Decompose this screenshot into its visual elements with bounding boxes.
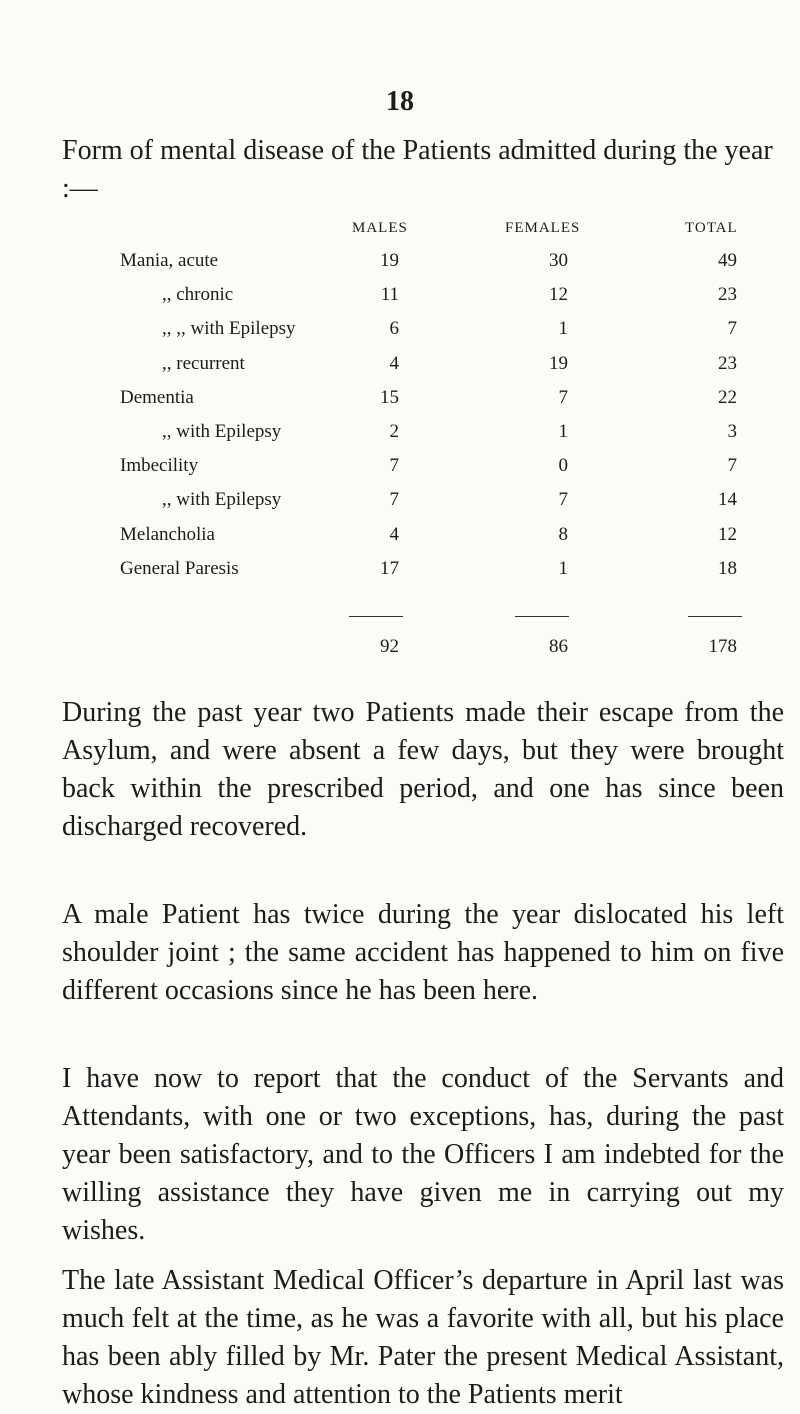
- row-label: ,, with Epilepsy: [162, 489, 282, 511]
- paragraph-medical-officer: The late Assistant Medical Officer’s departure in April last was much felt at the time, as he was a favorite with all, but his place has been ably filled by Mr. Pater the present Medical Assistant, whose kindness and attention to the Patients merit: [62, 1265, 784, 1410]
- total-total-rule: [688, 616, 742, 617]
- total-cell: 7: [727, 318, 737, 340]
- header-males: MALES: [352, 220, 408, 236]
- females-cell: 0: [558, 455, 568, 477]
- total-cell: 18: [718, 557, 737, 579]
- table-row: [0, 280, 800, 314]
- females-total-rule: [515, 616, 569, 617]
- females-cell: 1: [558, 420, 568, 442]
- females-cell: 12: [549, 284, 568, 306]
- table-row: [0, 314, 800, 348]
- total-cell: 49: [718, 250, 737, 271]
- total-cell: 23: [718, 352, 737, 374]
- males-cell: 6: [389, 318, 399, 340]
- paragraph-escape: During the past year two Patients made their escape from the Asylum, and were absent a few days, but they were brought back within the prescribed period, and one has since been discharged recovered.: [62, 697, 784, 842]
- table-row: [0, 417, 800, 451]
- row-label: Mania, acute: [120, 250, 219, 271]
- totals-row: [0, 636, 800, 666]
- males-cell: 15: [380, 386, 399, 408]
- header-total: TOTAL: [685, 220, 738, 236]
- table-row: [0, 349, 800, 383]
- females-cell: 1: [558, 557, 568, 579]
- males-cell: 7: [389, 489, 399, 511]
- header-females: FEMALES: [505, 220, 581, 236]
- row-label: General Paresis: [120, 557, 239, 579]
- males-total-rule: [349, 616, 403, 617]
- females-cell: 19: [549, 352, 568, 374]
- total-cell: 3: [727, 420, 737, 442]
- row-label: ,, recurrent: [162, 352, 245, 374]
- table-row: [0, 246, 800, 280]
- males-cell: 19: [380, 250, 399, 271]
- females-cell: 7: [558, 489, 568, 511]
- row-label: ,, chronic: [162, 284, 234, 306]
- total-cell: 23: [718, 284, 737, 306]
- males-total: 92: [380, 636, 399, 657]
- table-row: [0, 520, 800, 554]
- total-cell: 22: [718, 386, 737, 408]
- row-label: Melancholia: [120, 523, 215, 545]
- males-cell: 4: [389, 352, 399, 374]
- row-label: Imbecility: [120, 455, 199, 477]
- males-cell: 17: [380, 557, 399, 579]
- males-cell: 4: [389, 523, 399, 545]
- table-row: [0, 383, 800, 417]
- table-row: [0, 485, 800, 519]
- females-total: 86: [549, 636, 568, 657]
- table-row: [0, 451, 800, 485]
- males-cell: 11: [380, 284, 399, 306]
- disease-table: [0, 246, 800, 588]
- total-cell: 7: [727, 455, 737, 477]
- page-number: 18: [386, 86, 414, 117]
- males-cell: 2: [389, 420, 399, 442]
- table-intro: Form of mental disease of the Patients admitted during the year :—: [62, 135, 773, 204]
- females-cell: 1: [558, 318, 568, 340]
- males-cell: 7: [389, 455, 399, 477]
- row-label: ,, with Epilepsy: [162, 420, 282, 442]
- paragraph-servants: I have now to report that the conduct of the Servants and Attendants, with one or two exceptions, has, during the past year been satisfactory, and to the Officers I am indebted for the willing assistance they have given me in carrying out my wishes.: [62, 1063, 784, 1246]
- row-label: Dementia: [120, 386, 194, 408]
- females-cell: 8: [558, 523, 568, 545]
- grand-total: 178: [708, 636, 737, 657]
- table-row: [0, 554, 800, 588]
- females-cell: 30: [549, 250, 568, 271]
- row-label: ,, ,, with Epilepsy: [162, 318, 296, 340]
- paragraph-dislocation: A male Patient has twice during the year dislocated his left shoulder joint ; the same accident has happened to him on five different occasions since he has been here.: [62, 899, 784, 1006]
- females-cell: 7: [558, 386, 568, 408]
- total-cell: 12: [718, 523, 737, 545]
- total-cell: 14: [718, 489, 737, 511]
